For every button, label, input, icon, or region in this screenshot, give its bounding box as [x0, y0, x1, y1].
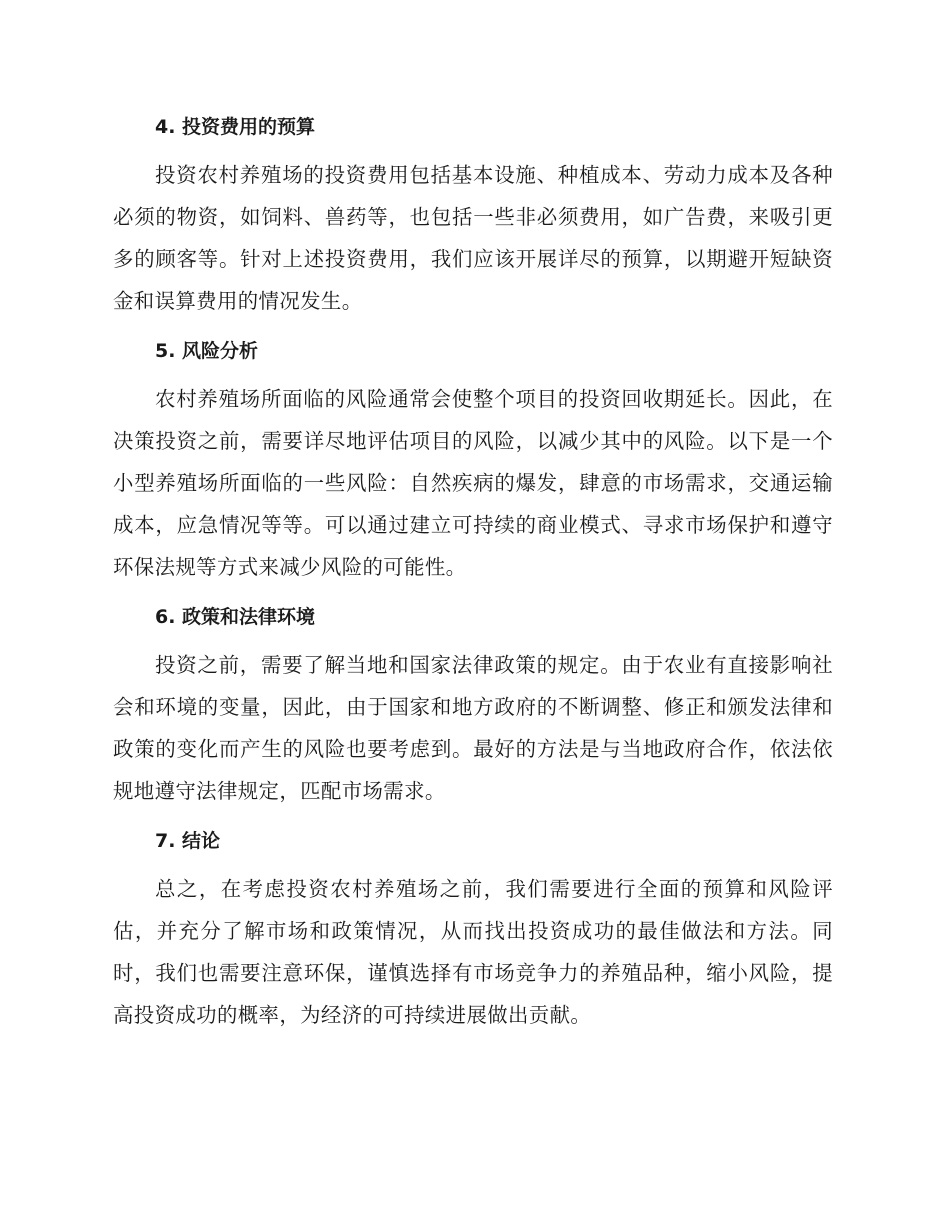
section-heading: 4. 投资费用的预算: [155, 116, 316, 138]
section-heading: 6. 政策和法律环境: [155, 606, 316, 628]
section-paragraph: 农村养殖场所面临的风险通常会使整个项目的投资回收期延长。因此，在决策投资之前，需要详尽地评估项目的风险，以减少其中的风险。以下是一个小型养殖场所面临的一些风险：自然疾病的爆发，肆意的市场需求，交通运输成本，应急情况等等。可以通过建立可持续的商业模式、寻求市场保护和遵守环保法规等方式来减少风险的可能性。: [113, 387, 833, 579]
section-budget: [113, 108, 833, 322]
section-paragraph: 投资农村养殖场的投资费用包括基本设施、种植成本、劳动力成本及各种必须的物资，如饲料、兽药等，也包括一些非必须费用，如广告费，来吸引更多的顾客等。针对上述投资费用，我们应该开展详尽的预算，以期避开短缺资金和误算费用的情况发生。: [113, 163, 833, 313]
section-heading: 5. 风险分析: [155, 340, 259, 362]
section-risk-analysis: [113, 332, 833, 588]
section-policy-legal: [113, 598, 833, 812]
section-paragraph: 总之，在考虑投资农村养殖场之前，我们需要进行全面的预算和风险评估，并充分了解市场和政策情况，从而找出投资成功的最佳做法和方法。同时，我们也需要注意环保，谨慎选择有市场竞争力的养殖品种，缩小风险，提高投资成功的概率，为经济的可持续进展做出贡献。: [113, 877, 833, 1027]
section-heading: 7. 结论: [155, 830, 221, 852]
section-conclusion: [113, 822, 833, 1036]
section-paragraph: 投资之前，需要了解当地和国家法律政策的规定。由于农业有直接影响社会和环境的变量，因此，由于国家和地方政府的不断调整、修正和颁发法律和政策的变化而产生的风险也要考虑到。最好的方法是与当地政府合作，依法依规地遵守法律规定，匹配市场需求。: [113, 653, 833, 803]
document-page: [113, 108, 833, 1046]
